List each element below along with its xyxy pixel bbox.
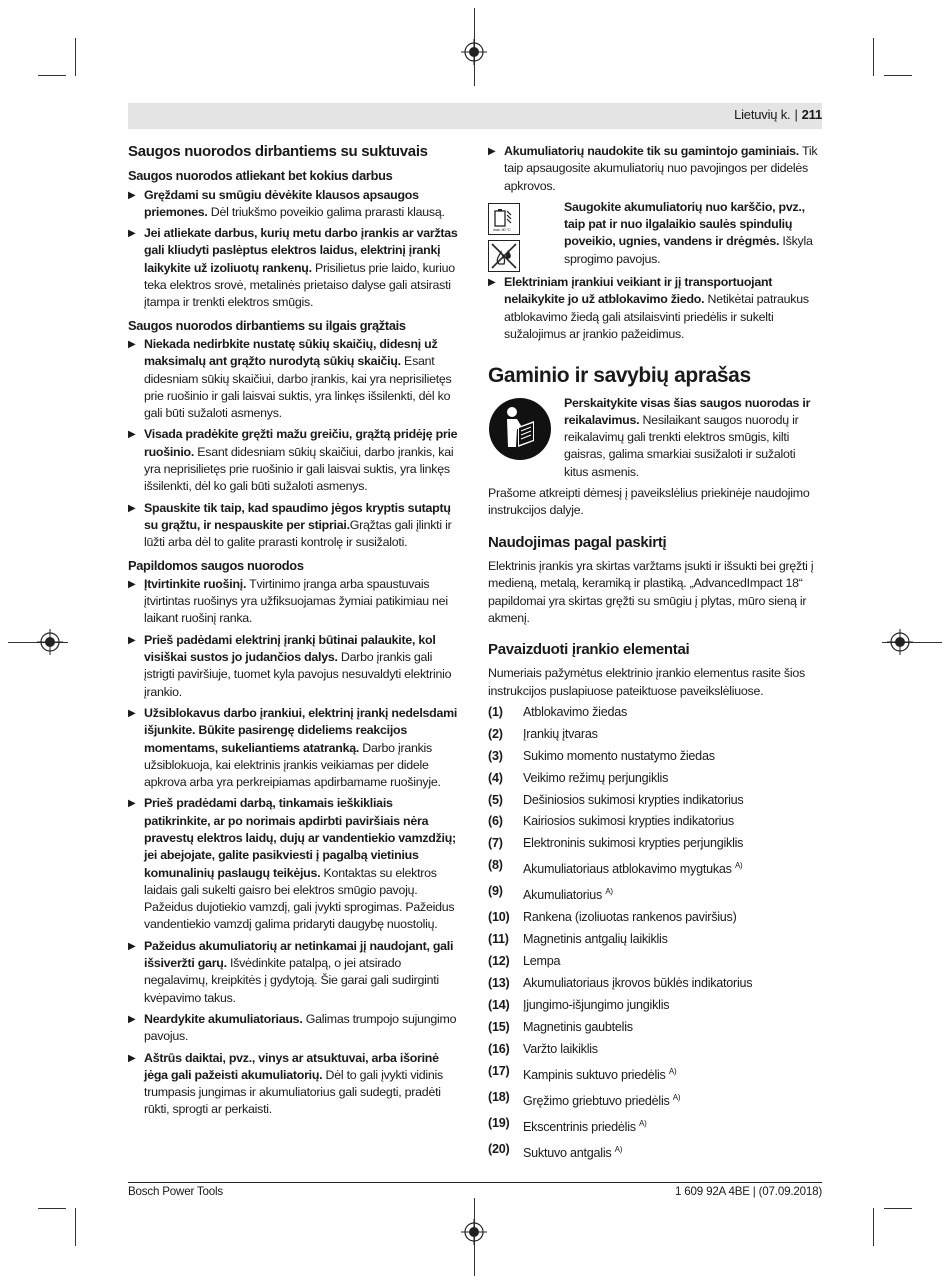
part-number: (11) xyxy=(488,932,509,947)
bullet-bold: Užsiblokavus darbo įrankiui, elektrinį įrankį nedelsdami išjunkite. Būkite pasirengę dideliems reakcijos momentams, sukeliantiems atatranką. xyxy=(144,705,458,755)
part-label-text: Dešiniosios sukimosi krypties indikatorius xyxy=(523,792,744,807)
part-number: (13) xyxy=(488,976,510,991)
part-number: (10) xyxy=(488,910,510,925)
bullet-text: Tik taip apsaugosite akumuliatorių nuo pavojingos per didelės apkrovos. xyxy=(504,144,818,193)
registration-mark-icon xyxy=(37,629,63,655)
part-label xyxy=(523,883,613,904)
part-label xyxy=(523,1089,680,1110)
subsection-heading: Papildomos saugos nuorodos xyxy=(128,557,304,573)
part-footnote-marker: A) xyxy=(614,1144,623,1154)
bullet-text: Tvirtinimo įranga arba spaustuvais įtvirtintas ruošinys yra užfiksuojamas žymiai patikimiau nei laikant ruošinį ranka. xyxy=(144,576,448,626)
header-band xyxy=(128,103,822,129)
part-label-text: Sukimo momento nustatymo žiedas xyxy=(523,748,715,763)
list-item xyxy=(488,909,822,926)
part-number: (16) xyxy=(488,1041,510,1056)
bullet-text: Esant didesniam sūkių skaičiui, darbo įrankis, kai yra neprisilietęs prie ruošinio ir gali laisvai suktis, yra linkęs išsilenkti, dėl ko gali būti sužaloti asmenys. xyxy=(144,354,452,421)
fold-out-note: Prašome atkreipti dėmesį į paveikslėlius priekinėje naudojimo instrukcijos dalyje. xyxy=(488,486,810,518)
bullet-triangle-icon: ▶ xyxy=(128,940,136,952)
left-column xyxy=(128,143,462,1123)
safety-bullet xyxy=(128,705,462,791)
crop-mark xyxy=(884,75,912,76)
part-label-text: Veikimo režimų perjungiklis xyxy=(523,770,669,785)
bullet-bold: Neardykite akumuliatoriaus. xyxy=(144,1011,303,1026)
part-label xyxy=(523,953,560,970)
safety-bullet xyxy=(128,938,462,1007)
list-item xyxy=(488,1019,822,1036)
product-description-title: Gaminio ir savybių aprašas xyxy=(488,364,751,388)
safety-bullet xyxy=(128,187,462,222)
crop-mark xyxy=(873,38,874,76)
part-number: (17) xyxy=(488,1063,510,1078)
part-label-text: Įrankių įtvaras xyxy=(523,726,598,741)
bullet-bold: Įtvirtinkite ruošinį. xyxy=(144,576,247,591)
part-label-text: Atblokavimo žiedas xyxy=(523,705,627,720)
bullet-text: Darbo įrankis gali įstrigti paviršiuje, tuomet kyla pavojus nesuvaldyti elektrinio įrankio. xyxy=(144,650,452,699)
list-item xyxy=(488,726,822,743)
part-footnote-marker: A) xyxy=(734,861,743,871)
crop-mark xyxy=(38,1208,66,1209)
part-number: (7) xyxy=(488,836,503,851)
part-footnote-marker: A) xyxy=(639,1118,647,1128)
page-header xyxy=(734,107,822,122)
part-label-text: Akumuliatoriaus atblokavimo mygtukas xyxy=(523,862,732,877)
read-manual-icon xyxy=(488,397,552,461)
part-number: (15) xyxy=(488,1019,510,1034)
list-item xyxy=(488,813,822,830)
part-label xyxy=(523,1063,676,1084)
heat-warning-bold: Saugokite akumuliatorių nuo karščio, pvz., taip pat ir nuo ilgalaikio saulės spindulių poveikio, ugnies, vandens ir drėgmės. xyxy=(564,199,805,249)
list-item xyxy=(488,997,822,1014)
part-label-text: Magnetinis gaubtelis xyxy=(523,1019,633,1034)
list-item xyxy=(488,1115,822,1136)
part-label-text: Rankena (izoliuotas rankenos paviršius) xyxy=(523,910,737,925)
list-item xyxy=(488,748,822,765)
bullet-triangle-icon: ▶ xyxy=(128,634,136,646)
part-label-text: Lempa xyxy=(523,954,561,969)
read-bold: Perskaitykite visas šias saugos nuorodas ir reikalavimus. xyxy=(564,395,811,427)
part-label xyxy=(523,909,737,926)
list-item xyxy=(488,1041,822,1058)
part-label xyxy=(523,997,669,1014)
part-number: (19) xyxy=(488,1115,510,1130)
bullet-triangle-icon: ▶ xyxy=(128,798,136,810)
part-label xyxy=(523,857,742,878)
bullet-triangle-icon: ▶ xyxy=(128,189,136,201)
bullet-triangle-icon: ▶ xyxy=(128,338,136,350)
bullet-triangle-icon: ▶ xyxy=(128,578,136,590)
bullet-text: Kontaktas su elektros laidais gali sukelti gaisro bei elektros smūgio pavojų. Pažeidus dujotiekio vamzdį, gali įvykti sprogimas. Pažeidus vandentiekio vamzdį galima pridaryti daugybę nuostolių. xyxy=(144,865,455,932)
bullet-text: Netikėtai patraukus atblokavimo žiedą gali atsilaisvinti priedėlis ir sukelti sužalojimus ar įrankio pažeidimus. xyxy=(504,292,809,341)
bullet-triangle-icon: ▶ xyxy=(128,1052,136,1064)
bullet-triangle-icon: ▶ xyxy=(488,146,496,157)
registration-mark-icon xyxy=(461,39,487,65)
bullet-text: Darbo įrankis užsiblokuoja, kai elektrinis įrankis veikiamas per didele apkrova arba yra perkreipiamas apdirbamame ruošinyje. xyxy=(144,740,441,790)
part-label xyxy=(523,813,734,830)
part-number: (9) xyxy=(488,884,503,899)
right-column xyxy=(488,143,822,1167)
safety-bullet xyxy=(488,143,822,195)
list-item xyxy=(488,857,822,878)
heat-icon-label: max. 50 °C xyxy=(493,226,511,232)
bullet-triangle-icon: ▶ xyxy=(128,1013,136,1025)
bullet-text: Esant didesniam sūkių skaičiui, darbo įrankis, kai yra neprisilietęs prie ruošinio ir gali laisvai suktis, yra linkęs išsilenkti, dėl ko gali būti sužaloti asmenys. xyxy=(144,444,454,494)
list-item xyxy=(488,770,822,787)
bullet-triangle-icon: ▶ xyxy=(128,228,136,240)
part-label xyxy=(523,1041,598,1058)
footer-rule xyxy=(128,1182,822,1183)
read-text: Nesilaikant saugos nuorodų ir reikalavimų gali trenkti elektros smūgis, kilti gaisras, galima smarkiai susižaloti ir sužaloti kitus asmenis. xyxy=(564,412,799,479)
bullet-text: Dėl triukšmo poveikio galima prarasti klausą. xyxy=(207,204,445,219)
footer-doc-id: 1 609 92A 4BE | (07.09.2018) xyxy=(675,1185,822,1198)
part-number: (14) xyxy=(488,997,510,1012)
bullet-bold: Elektriniam įrankiui veikiant ir jį transportuojant nelaikykite jo už atblokavimo žiedo. xyxy=(504,275,773,307)
bullet-triangle-icon: ▶ xyxy=(128,429,136,441)
part-number: (1) xyxy=(488,705,503,720)
list-item xyxy=(488,835,822,852)
footer-brand: Bosch Power Tools xyxy=(128,1185,223,1198)
part-number: (3) xyxy=(488,748,503,763)
safety-bullet xyxy=(128,1011,462,1046)
bullet-bold: Spauskite tik taip, kad spaudimo jėgos kryptis sutaptų su grąžtu, ir nespauskite per stipriai. xyxy=(144,500,451,532)
part-label xyxy=(523,704,627,721)
heat-warning xyxy=(488,199,822,268)
heat-temperature-icon xyxy=(488,203,520,235)
bullet-text: Grąžtas gali įlinkti ir lūžti arba dėl to galite prarasti kontrolę ir susižaloti. xyxy=(144,517,452,550)
part-label xyxy=(523,931,668,948)
bullet-triangle-icon: ▶ xyxy=(488,277,496,289)
part-number: (2) xyxy=(488,726,503,741)
read-instructions-notice xyxy=(488,395,822,481)
intended-use-title: Naudojimas pagal paskirtį xyxy=(488,533,667,551)
header-language: Lietuvių k. xyxy=(734,107,791,122)
crop-mark xyxy=(38,75,66,76)
bullet-text: Prisilietus prie laido, kuriuo teka elektros srovė, metalinės prietaiso dalyse gali atsirasti įtampa ir trenkti elektros smūgis. xyxy=(144,260,455,310)
crop-mark xyxy=(75,38,76,76)
part-label-text: Ekscentrinis priedėlis xyxy=(523,1119,636,1134)
no-fire-water-icon xyxy=(488,240,520,272)
safety-bullet xyxy=(128,336,462,422)
registration-mark-icon xyxy=(461,1219,487,1245)
product-features-intro: Numeriais pažymėtus elektrinio įrankio elementus rasite šios instrukcijos puslapiuose pateiktuose paveikslėliuose. xyxy=(488,666,805,698)
subsection-heading: Saugos nuorodos dirbantiems su ilgais grąžtais xyxy=(128,317,406,333)
list-item xyxy=(488,953,822,970)
part-number: (4) xyxy=(488,770,503,785)
part-label xyxy=(523,770,668,787)
safety-bullet xyxy=(488,274,822,343)
bullet-bold: Pažeidus akumuliatorių ar netinkamai jį naudojant, gali išsiveržti garų. xyxy=(144,938,454,971)
crop-mark xyxy=(75,1208,76,1246)
product-features-title: Pavaizduoti įrankio elementai xyxy=(488,641,690,659)
part-label-text: Įjungimo-išjungimo jungiklis xyxy=(523,997,670,1012)
bullet-bold: Akumuliatorių naudokite tik su gamintojo gaminiais. xyxy=(504,144,799,158)
bullet-triangle-icon: ▶ xyxy=(128,707,136,719)
list-item xyxy=(488,792,822,809)
bullet-bold: Prieš pradėdami darbą, tinkamais ieškikliais patikrinkite, ar po norimais apdirbti paviršiais nėra pravestų elektros laidų, dujų ar vandentiekio vamzdžių; jei abejojate, galite pasikviesti į pagalbą vietinius komunalinių paslaugų teikėjus. xyxy=(144,796,456,880)
bullet-text: Galimas trumpojo sujungimo pavojus. xyxy=(144,1011,457,1044)
part-label-text: Akumuliatoriaus įkrovos būklės indikatorius xyxy=(523,976,753,991)
bullet-bold: Aštrūs daiktai, pvz., vinys ar atsuktuvai, arba išorinė jėga gali pažeisti akumuliatorių. xyxy=(144,1050,439,1082)
part-footnote-marker: A) xyxy=(605,887,613,897)
bullet-bold: Niekada nedirbkite nustatę sūkių skaičių, didesnį už maksimalų ant grąžto nurodytą sūkių skaičių. xyxy=(144,336,438,369)
list-item xyxy=(488,931,822,948)
safety-bullet xyxy=(128,632,462,701)
bullet-triangle-icon: ▶ xyxy=(128,502,136,514)
part-label xyxy=(523,726,598,743)
part-number: (20) xyxy=(488,1141,510,1156)
part-label xyxy=(523,1019,633,1036)
header-separator: | xyxy=(794,107,798,122)
part-label xyxy=(523,792,743,809)
list-item xyxy=(488,975,822,992)
part-label-text: Gręžimo griebtuvo priedėlis xyxy=(523,1093,670,1108)
part-footnote-marker: A) xyxy=(672,1092,681,1102)
parts-list xyxy=(488,704,822,1162)
part-number: (12) xyxy=(488,954,510,969)
part-number: (5) xyxy=(488,792,503,807)
bullet-text: Dėl to gali įvykti vidinis trumpasis jungimas ir akumuliatorius gali sudegti, pradėti rūkti, sprogti ar perkaisti. xyxy=(144,1067,444,1117)
list-item xyxy=(488,704,822,721)
safety-bullet xyxy=(128,795,462,933)
intended-use-text: Elektrinis įrankis yra skirtas varžtams įsukti ir išsukti bei gręžti į medieną, metalą, keramiką ir plastiką. „AdvancedImpact 18“ papildomai yra skirtas gręžti su smūgiu į plytas, mūro sieną ir akmenį. xyxy=(488,558,814,625)
part-label xyxy=(523,1141,622,1162)
part-label-text: Elektroninis sukimosi krypties perjungiklis xyxy=(523,836,744,851)
part-number: (8) xyxy=(488,858,503,873)
crop-mark xyxy=(884,1208,912,1209)
part-label xyxy=(523,835,743,852)
part-label-text: Kampinis suktuvo priedėlis xyxy=(523,1067,666,1082)
bullet-text: Išvėdinkite patalpą, o jei atsirado negalavimų, kreipkitės į gydytoją. Šie garai gali sudirginti kvėpavimo takus. xyxy=(144,956,439,1005)
bullet-bold: Gręždami su smūgiu dėvėkite klausos apsaugos priemones. xyxy=(144,187,419,219)
part-label-text: Kairiosios sukimosi krypties indikatorius xyxy=(523,814,734,829)
registration-mark-icon xyxy=(887,629,913,655)
subsection-heading: Saugos nuorodos atliekant bet kokius darbus xyxy=(128,168,393,184)
bullet-bold: Visada pradėkite gręžti mažu greičiu, grąžtą pridėję prie ruošinio. xyxy=(144,427,458,459)
crop-mark xyxy=(873,1208,874,1246)
page-number: 211 xyxy=(801,107,822,122)
list-item xyxy=(488,1063,822,1084)
part-label-text: Magnetinis antgalių laikiklis xyxy=(523,932,668,947)
part-label-text: Akumuliatorius xyxy=(523,888,603,903)
safety-bullet xyxy=(128,576,462,628)
part-footnote-marker: A) xyxy=(668,1066,677,1076)
safety-bullet xyxy=(128,1050,462,1119)
list-item xyxy=(488,1089,822,1110)
safety-bullet xyxy=(128,225,462,311)
part-number: (18) xyxy=(488,1089,510,1104)
safety-bullet xyxy=(128,500,462,552)
bullet-bold: Jei atliekate darbus, kurių metu darbo įrankis ar varžtas gali kliudyti paslėptus elektros laidus, elektrinį įrankį laikykite už izoliuotų rankenų. xyxy=(144,226,458,275)
part-label-text: Varžto laikiklis xyxy=(523,1041,598,1056)
list-item xyxy=(488,1141,822,1162)
part-label xyxy=(523,975,752,992)
part-label-text: Suktuvo antgalis xyxy=(523,1146,612,1161)
part-label xyxy=(523,748,715,765)
heat-warning-text: Iškyla sprogimo pavojus. xyxy=(564,234,813,266)
part-label xyxy=(523,1115,647,1136)
bullet-bold: Prieš padėdami elektrinį įrankį būtinai palaukite, kol visiškai sustos jo judančios dalys. xyxy=(144,632,436,665)
section-title: Saugos nuorodos dirbantiems su suktuvais xyxy=(128,143,428,160)
part-number: (6) xyxy=(488,814,503,829)
safety-bullet xyxy=(128,426,462,495)
list-item xyxy=(488,883,822,904)
